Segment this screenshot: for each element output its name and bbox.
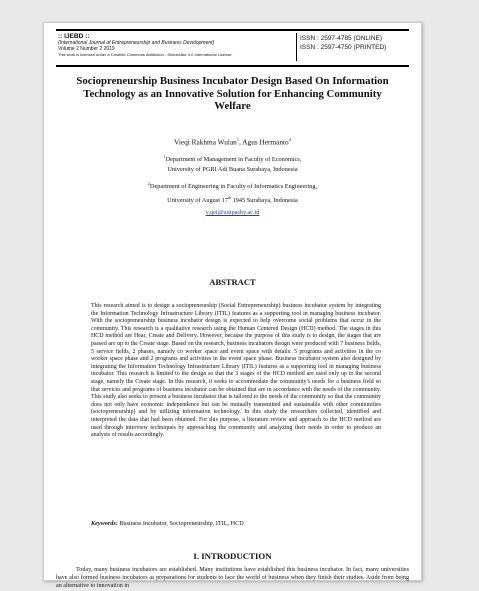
affiliation-1-line-1 bbox=[44, 153, 421, 164]
issn-printed: ISSN : 2597-4750 (PRINTED) bbox=[300, 44, 387, 51]
affiliation-2-univ-rest: 1945 Surabaya, Indonesia bbox=[231, 197, 298, 205]
affiliation-2-univ: University of August 17 bbox=[167, 197, 228, 205]
keywords-text: Business Incubator, Sociopreneurship, ITIL, HCD bbox=[117, 520, 244, 527]
issn-block bbox=[300, 34, 410, 52]
affiliation-1-line-2: University of PGRI Adi Buana Surabaya, Indonesia bbox=[167, 166, 298, 173]
author-email-link[interactable]: v.qei@unipasby.ac.id bbox=[205, 209, 260, 216]
affiliation-1-dept: Department of Management in Faculty of Economics, bbox=[165, 156, 302, 164]
abstract-heading: ABSTRACT bbox=[209, 277, 256, 287]
affiliation-1-sup: 1 bbox=[163, 154, 166, 159]
journal-full-name: (International Journal of Entrepreneurship and Business Development) bbox=[58, 40, 215, 46]
journal-header bbox=[56, 29, 409, 67]
paper-page bbox=[43, 22, 422, 590]
affiliation-2-line-1 bbox=[44, 180, 421, 191]
affiliation-2-th: th bbox=[227, 195, 231, 200]
email-line bbox=[44, 209, 421, 217]
journal-volume: Volume 2 Number 2 2019 bbox=[58, 46, 115, 52]
issn-online: ISSN : 2597-4785 (ONLINE) bbox=[300, 35, 383, 42]
header-divider bbox=[296, 33, 297, 61]
author-2: , Agus Hermanto bbox=[239, 137, 289, 147]
affiliation-2-dept: Department of Engineering in Faculty of Informatics Engineering, bbox=[149, 183, 318, 191]
affiliation-2-sup: 2 bbox=[147, 181, 150, 186]
keywords-line bbox=[91, 520, 381, 527]
journal-info bbox=[58, 33, 288, 57]
paper-title: Sociopreneurship Business Incubator Design Based On Information Technology as an Innovative Solution for Enhancing Community Welfare bbox=[76, 75, 389, 112]
author-1-sup: 1 bbox=[236, 137, 240, 142]
abstract-text: This research aimed is to design a sociopreneurship (Social Entrepreneurship) business incubator system by integrating the Information Technology Infrastructure Library (ITIL) features as a supporting tool in managing business incubator. With the sociopreneurship business incubator design is expected to help overcome social problems that occur in the community. This research is a qualitative research using the Human Centered Design (HCD) method. The stages in this HCD method are Hear, Create and Delivery. However, because the purpose of this study is to design, the stages that are passed are up to the Create stage. Based on the research, business incubators design were produced with 7 business fields, 5 service fields, 2 phases, namely co worker space and event space with details: 5 programs and activities in the co worker space phase and 2 programs and activities in the event space phase. Business incubator system also designed by integrating the Information Technology Infrastructure Library (ITIL) features as a supporting tool in managing business incubator. This research is limited to the design so that the 3 stages of the HCD method are used only up to the second stage, namely the Create stage. In this research, it seeks to accommodate the community's needs for a business field so that services and programs of business incubator can be obtained that are in accordance with the needs of the community. This study also seeks to present a business incubator that is tailored to the needs of the community so that the community does not only have economic independence but can be mutually transmitted and sustainable with other communities (sociopreneurship) and by utilizing information technology. In this study the researchers collected, identified and interpreted the data that had been obtained. For this purpose, a literature review and approach to the HCD method are used through interview techniques by approaching the community and analyzing their needs in order to produce an analysis of results accordingly. bbox=[91, 303, 381, 439]
author-2-sup: 2 bbox=[288, 137, 291, 142]
introduction-heading: I. INTRODUCTION bbox=[193, 551, 272, 561]
journal-name: :: IJEBD :: bbox=[58, 33, 90, 40]
license-note: This work is licensed under a Creative Commons Attribution - ShareAlike 4.0 International License. bbox=[58, 52, 233, 57]
author-line bbox=[44, 137, 421, 146]
author-1: Vieqi Rakhma Wulan bbox=[174, 137, 237, 147]
affiliation-2-line-2 bbox=[44, 194, 421, 205]
introduction-text: Today, many business incubators are established. Many institutions have established this business incubator. In fact, many universities have also formed business incubators as preparations for students to face the world of business when they finish their studies. Aside from being an alternative to innovation in bbox=[56, 567, 409, 590]
keywords-label: Keywords: bbox=[91, 520, 118, 527]
